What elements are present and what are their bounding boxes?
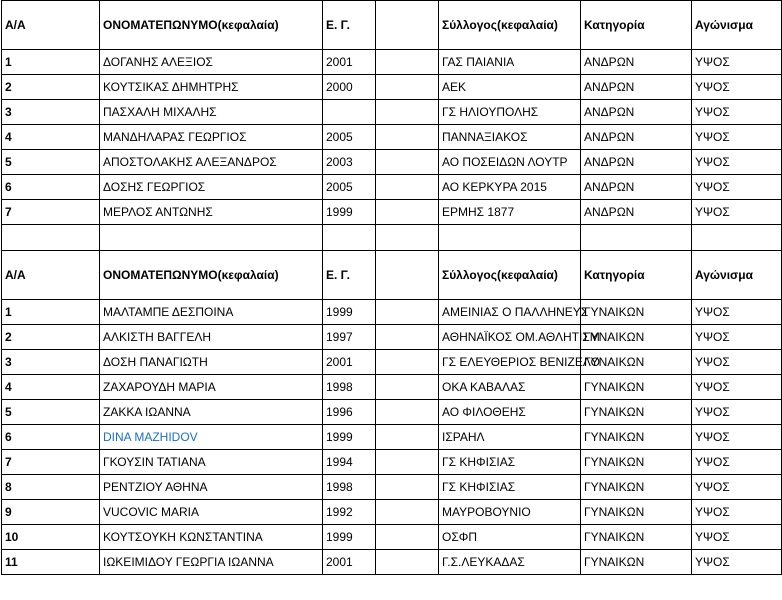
cell-blank [376,150,439,175]
cell-name: ΖΑΧΑΡΟΥΔΗ ΜΑΡΙΑ [100,375,323,400]
cell-blank [376,525,439,550]
cell-name: ΖΑΚΚΑ ΙΩΑΝΝΑ [100,400,323,425]
cell-name: ΡΕΝΤΖΙΟΥ ΑΘΗΝΑ [100,475,323,500]
table-row [2,200,782,225]
cell-year: 1999 [323,200,376,225]
cell-blank [376,500,439,525]
table-row [2,100,782,125]
cell-category: ΓΥΝΑΙΚΩΝ [581,350,692,375]
cell-event: ΥΨΟΣ [692,75,782,100]
cell-aa: 8 [2,475,100,500]
table-row [2,500,782,525]
cell-club: ΟΚΑ ΚΑΒΑΛΑΣ [439,375,581,400]
women-rows [2,300,782,575]
cell-year: 1992 [323,500,376,525]
cell-year: 1998 [323,475,376,500]
cell-aa: 9 [2,500,100,525]
cell-club: ΑΕΚ [439,75,581,100]
table-row [2,300,782,325]
cell-year: 1996 [323,400,376,425]
cell-category: ΑΝΔΡΩΝ [581,50,692,75]
cell-name: VUCOVIC MARIA [100,500,323,525]
cell-category: ΓΥΝΑΙΚΩΝ [581,525,692,550]
cell-category: ΓΥΝΑΙΚΩΝ [581,425,692,450]
header-year: Ε. Γ. [323,1,376,50]
cell-year: 1999 [323,300,376,325]
cell-category: ΓΥΝΑΙΚΩΝ [581,475,692,500]
cell-name: ΜΕΡΛΟΣ ΑΝΤΩΝΗΣ [100,200,323,225]
table-row [2,325,782,350]
cell-category: ΑΝΔΡΩΝ [581,175,692,200]
table-row [2,400,782,425]
cell-category: ΑΝΔΡΩΝ [581,125,692,150]
cell-blank [376,100,439,125]
table-row [2,550,782,575]
header-blank [376,1,439,50]
table-row [2,350,782,375]
header-name: ΟΝΟΜΑΤΕΠΩΝΥΜΟ(κεφαλαία) [100,251,323,300]
table-row [2,375,782,400]
cell-club: ΓΣ ΚΗΦΙΣΙΑΣ [439,475,581,500]
cell-event: ΥΨΟΣ [692,300,782,325]
cell-event: ΥΨΟΣ [692,100,782,125]
cell-blank [376,475,439,500]
cell-year: 2001 [323,350,376,375]
cell-name: ΔΟΣΗΣ ΓΕΩΡΓΙΟΣ [100,175,323,200]
cell-blank [376,375,439,400]
table-row [2,450,782,475]
cell-event: ΥΨΟΣ [692,50,782,75]
header-aa: Α/Α [2,251,100,300]
cell-club: ΑΟ ΦΙΛΟΘΕΗΣ [439,400,581,425]
header-blank [376,251,439,300]
cell-aa: 2 [2,75,100,100]
table-row [2,475,782,500]
table-row [2,125,782,150]
cell-name: DINA MAZHIDOV [100,425,323,450]
cell-category: ΓΥΝΑΙΚΩΝ [581,325,692,350]
cell-year: 1999 [323,425,376,450]
cell-aa: 2 [2,325,100,350]
cell-club: ΟΣΦΠ [439,525,581,550]
header-event: Αγώνισμα [692,251,782,300]
cell-year: 2003 [323,150,376,175]
cell-name: ΓΚΟΥΣΙΝ ΤΑΤΙΑΝΑ [100,450,323,475]
cell-aa: 1 [2,50,100,75]
header-year: Ε. Γ. [323,251,376,300]
cell-event: ΥΨΟΣ [692,350,782,375]
cell-name: ΙΩΚΕΙΜΙΔΟΥ ΓΕΩΡΓΙΑ ΙΩΑΝΝΑ [100,550,323,575]
cell-year: 2000 [323,75,376,100]
cell-event: ΥΨΟΣ [692,450,782,475]
cell-event: ΥΨΟΣ [692,175,782,200]
men-header-row [2,1,782,50]
cell-blank [376,450,439,475]
cell-category: ΓΥΝΑΙΚΩΝ [581,550,692,575]
cell-club: ΓΣ ΗΛΙΟΥΠΟΛΗΣ [439,100,581,125]
cell-event: ΥΨΟΣ [692,400,782,425]
cell-aa: 7 [2,200,100,225]
cell-year: 2005 [323,125,376,150]
cell-event: ΥΨΟΣ [692,550,782,575]
cell-blank [376,75,439,100]
women-header-row [2,251,782,300]
table-row [2,425,782,450]
cell-category: ΑΝΔΡΩΝ [581,150,692,175]
cell-category: ΑΝΔΡΩΝ [581,100,692,125]
cell-name: ΔΟΓΑΝΗΣ ΑΛΕΞΙΟΣ [100,50,323,75]
cell-event: ΥΨΟΣ [692,375,782,400]
cell-club: ΓΣ ΕΛΕΥΘΕΡΙΟΣ ΒΕΝΙΖΕΛΟ [439,350,581,375]
cell-aa: 4 [2,125,100,150]
cell-category: ΓΥΝΑΙΚΩΝ [581,300,692,325]
cell-year [323,100,376,125]
cell-blank [376,425,439,450]
registration-table [1,0,782,575]
cell-aa: 5 [2,150,100,175]
cell-club: ΑΟ ΚΕΡΚΥΡΑ 2015 [439,175,581,200]
table-row [2,525,782,550]
cell-aa: 3 [2,100,100,125]
cell-aa: 1 [2,300,100,325]
cell-aa: 6 [2,175,100,200]
cell-event: ΥΨΟΣ [692,200,782,225]
cell-year: 2001 [323,550,376,575]
cell-event: ΥΨΟΣ [692,125,782,150]
cell-aa: 11 [2,550,100,575]
men-rows [2,50,782,225]
cell-name: ΑΠΟΣΤΟΛΑΚΗΣ ΑΛΕΞΑΝΔΡΟΣ [100,150,323,175]
cell-event: ΥΨΟΣ [692,525,782,550]
header-category: Κατηγορία [581,251,692,300]
cell-category: ΑΝΔΡΩΝ [581,75,692,100]
table-row [2,175,782,200]
cell-club: Γ.Σ.ΛΕΥΚΑΔΑΣ [439,550,581,575]
header-event: Αγώνισμα [692,1,782,50]
cell-aa: 4 [2,375,100,400]
cell-club: ΠΑΝΝΑΞΙΑΚΟΣ [439,125,581,150]
header-category: Κατηγορία [581,1,692,50]
cell-name: ΜΑΝΔΗΛΑΡΑΣ ΓΕΩΡΓΙΟΣ [100,125,323,150]
table-row [2,150,782,175]
cell-aa: 6 [2,425,100,450]
cell-blank [376,175,439,200]
cell-name: ΔΟΣΗ ΠΑΝΑΓΙΩΤΗ [100,350,323,375]
cell-blank [376,300,439,325]
cell-blank [376,125,439,150]
cell-name: ΑΛΚΙΣΤΗ ΒΑΓΓΕΛΗ [100,325,323,350]
cell-club: ΕΡΜΗΣ 1877 [439,200,581,225]
cell-aa: 7 [2,450,100,475]
cell-club: ΙΣΡΑΗΛ [439,425,581,450]
cell-club: ΑΜΕΙΝΙΑΣ Ο ΠΑΛΛΗΝΕΥΣ [439,300,581,325]
cell-club: ΜΑΥΡΟΒΟΥΝΙΟ [439,500,581,525]
cell-category: ΓΥΝΑΙΚΩΝ [581,400,692,425]
cell-year: 1999 [323,525,376,550]
cell-club: ΓΑΣ ΠΑΙΑΝΙΑ [439,50,581,75]
cell-blank [376,200,439,225]
cell-year: 1998 [323,375,376,400]
cell-name: ΜΑΛΤΑΜΠΕ ΔΕΣΠΟΙΝΑ [100,300,323,325]
cell-name: ΠΑΣΧΑΛΗ ΜΙΧΑΛΗΣ [100,100,323,125]
cell-year: 1994 [323,450,376,475]
header-aa: Α/Α [2,1,100,50]
cell-blank [376,325,439,350]
cell-aa: 10 [2,525,100,550]
header-club: Σύλλογος(κεφαλαία) [439,251,581,300]
cell-event: ΥΨΟΣ [692,475,782,500]
cell-club: ΑΟ ΠΟΣΕΙΔΩΝ ΛΟΥΤΡ [439,150,581,175]
cell-blank [376,50,439,75]
cell-club: ΑΘΗΝΑΪΚΟΣ ΟΜ.ΑΘΛΗΤΙΣΜ [439,325,581,350]
cell-aa: 5 [2,400,100,425]
cell-year: 2005 [323,175,376,200]
header-name: ΟΝΟΜΑΤΕΠΩΝΥΜΟ(κεφαλαία) [100,1,323,50]
cell-event: ΥΨΟΣ [692,150,782,175]
cell-category: ΓΥΝΑΙΚΩΝ [581,375,692,400]
header-club: Σύλλογος(κεφαλαία) [439,1,581,50]
cell-year: 1997 [323,325,376,350]
cell-blank [376,350,439,375]
cell-event: ΥΨΟΣ [692,500,782,525]
cell-blank [376,400,439,425]
cell-blank [376,550,439,575]
cell-category: ΓΥΝΑΙΚΩΝ [581,450,692,475]
table-row [2,75,782,100]
cell-year: 2001 [323,50,376,75]
cell-event: ΥΨΟΣ [692,325,782,350]
cell-club: ΓΣ ΚΗΦΙΣΙΑΣ [439,450,581,475]
separator-row [2,225,782,251]
cell-name: ΚΟΥΤΣΙΚΑΣ ΔΗΜΗΤΡΗΣ [100,75,323,100]
cell-name: ΚΟΥΤΣΟΥΚΗ ΚΩΝΣΤΑΝΤΙΝΑ [100,525,323,550]
cell-category: ΓΥΝΑΙΚΩΝ [581,500,692,525]
cell-category: ΑΝΔΡΩΝ [581,200,692,225]
table-row [2,50,782,75]
cell-event: ΥΨΟΣ [692,425,782,450]
cell-aa: 3 [2,350,100,375]
